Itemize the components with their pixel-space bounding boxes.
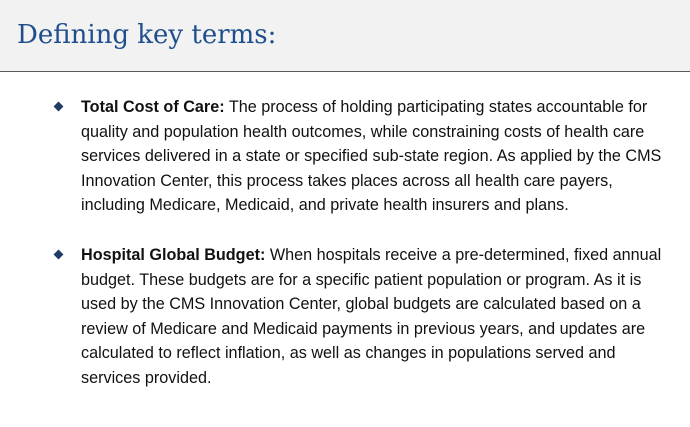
page-title: Defining key terms:	[17, 20, 277, 50]
diamond-bullet-icon	[54, 102, 64, 112]
diamond-bullet-icon	[54, 250, 64, 260]
header-bar	[0, 0, 690, 72]
term-name: Total Cost of Care:	[81, 98, 225, 116]
term-text	[81, 243, 676, 391]
term-text	[81, 95, 676, 218]
term-definition: The process of holding participating states accountable for quality and population health outcomes, while constraining costs of health care services delivered in a state or specified sub-state region. As applied by the CMS Innovation Center, this process takes places across all health care payers, including Medicare, Medicaid, and private health insurers and plans.	[81, 98, 662, 215]
term-definition: When hospitals receive a pre-determined, fixed annual budget. These budgets are for a specific patient population or program. As it is used by the CMS Innovation Center, global budgets are calculated based on a review of Medicare and Medicaid payments in previous years, and updates are calculated to reflect inflation, as well as changes in populations served and services provided.	[81, 246, 662, 387]
term-name: Hospital Global Budget:	[81, 246, 266, 264]
